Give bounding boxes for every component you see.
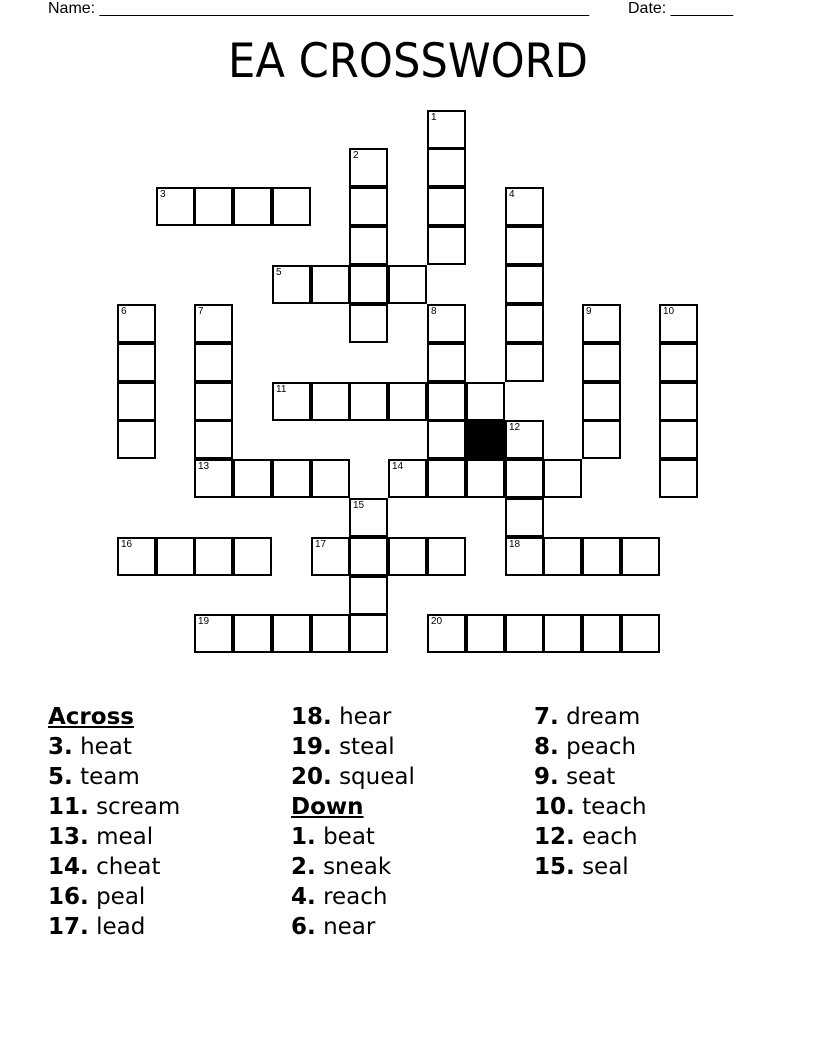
grid-cell[interactable] (349, 226, 388, 265)
page-title: EA CROSSWORD (228, 34, 588, 89)
grid-cell[interactable] (582, 343, 621, 382)
clue-item (291, 762, 415, 792)
grid-cell[interactable] (427, 226, 466, 265)
clue-number: 15 (353, 500, 365, 511)
clue-item-number: 3. (48, 734, 73, 760)
grid-cell[interactable] (311, 382, 350, 421)
grid-cell[interactable] (311, 459, 350, 498)
clue-number: 13 (198, 461, 210, 472)
clue-item (534, 702, 647, 732)
grid-cell[interactable] (194, 304, 233, 343)
grid-cell[interactable] (349, 187, 388, 226)
grid-cell[interactable] (349, 537, 388, 576)
clue-item (534, 732, 647, 762)
grid-cell[interactable] (349, 614, 388, 653)
grid-cell[interactable] (659, 343, 698, 382)
grid-cell[interactable] (582, 537, 621, 576)
grid-cell[interactable] (505, 420, 544, 459)
clue-number: 20 (431, 616, 443, 627)
clue-item-number: 5. (48, 764, 73, 790)
black-cell (466, 420, 505, 459)
grid-cell[interactable] (349, 265, 388, 304)
clue-number: 3 (160, 189, 166, 200)
grid-cell[interactable] (311, 614, 350, 653)
grid-cell[interactable] (427, 459, 466, 498)
clue-number: 6 (121, 306, 127, 317)
grid-cell[interactable] (233, 459, 272, 498)
grid-cell[interactable] (194, 537, 233, 576)
clue-item-word: heat (80, 734, 132, 760)
grid-cell[interactable] (505, 537, 544, 576)
grid-cell[interactable] (466, 614, 505, 653)
clue-item (48, 762, 180, 792)
grid-cell[interactable] (427, 382, 466, 421)
clue-item-number: 1. (291, 824, 316, 850)
clue-item-word: lead (96, 914, 146, 940)
clue-item-number: 16. (48, 884, 89, 910)
grid-cell[interactable] (349, 304, 388, 343)
grid-cell[interactable] (427, 420, 466, 459)
clue-item-number: 13. (48, 824, 89, 850)
clue-number: 14 (392, 461, 404, 472)
clue-item (291, 732, 415, 762)
clue-number: 5 (276, 267, 282, 278)
clue-item (48, 912, 180, 942)
grid-cell[interactable] (388, 382, 427, 421)
clue-item-number: 18. (291, 704, 332, 730)
grid-cell[interactable] (349, 576, 388, 615)
name-field[interactable]: Name: _______________________________________________________ (48, 0, 589, 17)
grid-cell[interactable] (505, 459, 544, 498)
clue-item (291, 912, 415, 942)
clue-item (534, 822, 647, 852)
grid-cell[interactable] (272, 614, 311, 653)
clue-item (291, 822, 415, 852)
clue-number: 10 (663, 306, 675, 317)
grid-cell[interactable] (505, 187, 544, 226)
grid-cell[interactable] (505, 498, 544, 537)
clues-column-2 (291, 702, 415, 942)
clue-item-word: reach (323, 884, 388, 910)
clue-item (291, 852, 415, 882)
clue-item (534, 762, 647, 792)
grid-cell[interactable] (582, 420, 621, 459)
grid-cell[interactable] (621, 537, 660, 576)
grid-cell[interactable] (427, 343, 466, 382)
clue-item-number: 8. (534, 734, 559, 760)
grid-cell[interactable] (194, 343, 233, 382)
clue-number: 1 (431, 112, 437, 123)
grid-cell[interactable] (388, 459, 427, 498)
clue-item-word: steal (339, 734, 395, 760)
clue-item-word: each (582, 824, 638, 850)
clue-number: 11 (276, 384, 287, 395)
across-heading: Across (48, 704, 134, 730)
clue-item-word: sneak (323, 854, 392, 880)
grid-cell[interactable] (349, 382, 388, 421)
clues-column-1 (48, 702, 180, 942)
clue-item-number: 4. (291, 884, 316, 910)
clue-item-number: 15. (534, 854, 575, 880)
grid-cell[interactable] (117, 537, 156, 576)
grid-cell[interactable] (349, 148, 388, 187)
clue-item (48, 792, 180, 822)
grid-cell[interactable] (233, 187, 272, 226)
clue-number: 9 (586, 306, 592, 317)
grid-cell[interactable] (194, 187, 233, 226)
clue-number: 7 (198, 306, 204, 317)
clue-item-word: peal (96, 884, 146, 910)
clue-item-number: 10. (534, 794, 575, 820)
clue-item-number: 17. (48, 914, 89, 940)
grid-cell[interactable] (194, 459, 233, 498)
clue-number: 2 (353, 150, 359, 161)
clue-item-number: 7. (534, 704, 559, 730)
clue-item (48, 732, 180, 762)
clue-number: 18 (509, 539, 521, 550)
clue-item-word: seal (582, 854, 629, 880)
grid-cell[interactable] (427, 304, 466, 343)
grid-cell[interactable] (233, 614, 272, 653)
grid-cell[interactable] (582, 614, 621, 653)
clue-item (48, 822, 180, 852)
grid-cell[interactable] (311, 537, 350, 576)
grid-cell[interactable] (659, 459, 698, 498)
grid-cell[interactable] (117, 382, 156, 421)
grid-cell[interactable] (505, 226, 544, 265)
clue-item-word: scream (96, 794, 181, 820)
grid-cell[interactable] (621, 614, 660, 653)
grid-cell[interactable] (505, 614, 544, 653)
grid-cell[interactable] (427, 148, 466, 187)
date-field[interactable]: Date: _______ (628, 0, 733, 17)
clue-item-number: 19. (291, 734, 332, 760)
grid-cell[interactable] (659, 420, 698, 459)
clue-item-number: 6. (291, 914, 316, 940)
grid-cell[interactable] (311, 265, 350, 304)
grid-cell[interactable] (272, 265, 311, 304)
clue-item (291, 702, 415, 732)
clue-item-number: 11. (48, 794, 89, 820)
clues-column-3 (534, 702, 647, 882)
grid-cell[interactable] (388, 265, 427, 304)
grid-cell[interactable] (156, 537, 195, 576)
clue-item-word: cheat (96, 854, 161, 880)
grid-cell[interactable] (272, 382, 311, 421)
grid-cell[interactable] (505, 304, 544, 343)
grid-cell[interactable] (543, 614, 582, 653)
clue-item (48, 852, 180, 882)
clue-number: 16 (121, 539, 133, 550)
clue-item-number: 20. (291, 764, 332, 790)
clue-item-number: 9. (534, 764, 559, 790)
clue-item (291, 882, 415, 912)
clue-number: 8 (431, 306, 437, 317)
clue-number: 4 (509, 189, 515, 200)
clue-item-word: peach (566, 734, 637, 760)
clue-item-word: meal (96, 824, 154, 850)
grid-cell[interactable] (659, 304, 698, 343)
grid-cell[interactable] (582, 382, 621, 421)
down-heading: Down (291, 794, 364, 820)
grid-cell[interactable] (427, 614, 466, 653)
grid-cell[interactable] (272, 187, 311, 226)
clue-item-word: hear (339, 704, 392, 730)
clue-item-word: teach (582, 794, 647, 820)
grid-cell[interactable] (543, 459, 582, 498)
grid-cell[interactable] (272, 459, 311, 498)
grid-cell[interactable] (117, 343, 156, 382)
clue-item-word: beat (323, 824, 375, 850)
clue-item-word: dream (566, 704, 641, 730)
clue-item-word: near (323, 914, 376, 940)
grid-cell[interactable] (505, 343, 544, 382)
grid-cell[interactable] (117, 420, 156, 459)
clue-item-word: squeal (339, 764, 415, 790)
grid-cell[interactable] (427, 187, 466, 226)
clue-item (534, 852, 647, 882)
clue-item-number: 2. (291, 854, 316, 880)
clue-item-number: 14. (48, 854, 89, 880)
grid-cell[interactable] (505, 265, 544, 304)
grid-cell[interactable] (194, 614, 233, 653)
grid-cell[interactable] (156, 187, 195, 226)
grid-cell[interactable] (466, 459, 505, 498)
clue-item (534, 792, 647, 822)
grid-cell[interactable] (427, 537, 466, 576)
clue-item-word: seat (566, 764, 616, 790)
grid-cell[interactable] (543, 537, 582, 576)
grid-cell[interactable] (233, 537, 272, 576)
grid-cell[interactable] (388, 537, 427, 576)
clue-number: 19 (198, 616, 210, 627)
grid-cell[interactable] (349, 498, 388, 537)
grid-cell[interactable] (659, 382, 698, 421)
clue-item (48, 882, 180, 912)
grid-cell[interactable] (194, 420, 233, 459)
grid-cell[interactable] (194, 382, 233, 421)
clue-number: 17 (315, 539, 327, 550)
clue-number: 12 (509, 422, 521, 433)
clue-item-number: 12. (534, 824, 575, 850)
grid-cell[interactable] (466, 382, 505, 421)
grid-cell[interactable] (117, 304, 156, 343)
grid-cell[interactable] (427, 110, 466, 149)
clue-item-word: team (80, 764, 140, 790)
grid-cell[interactable] (582, 304, 621, 343)
